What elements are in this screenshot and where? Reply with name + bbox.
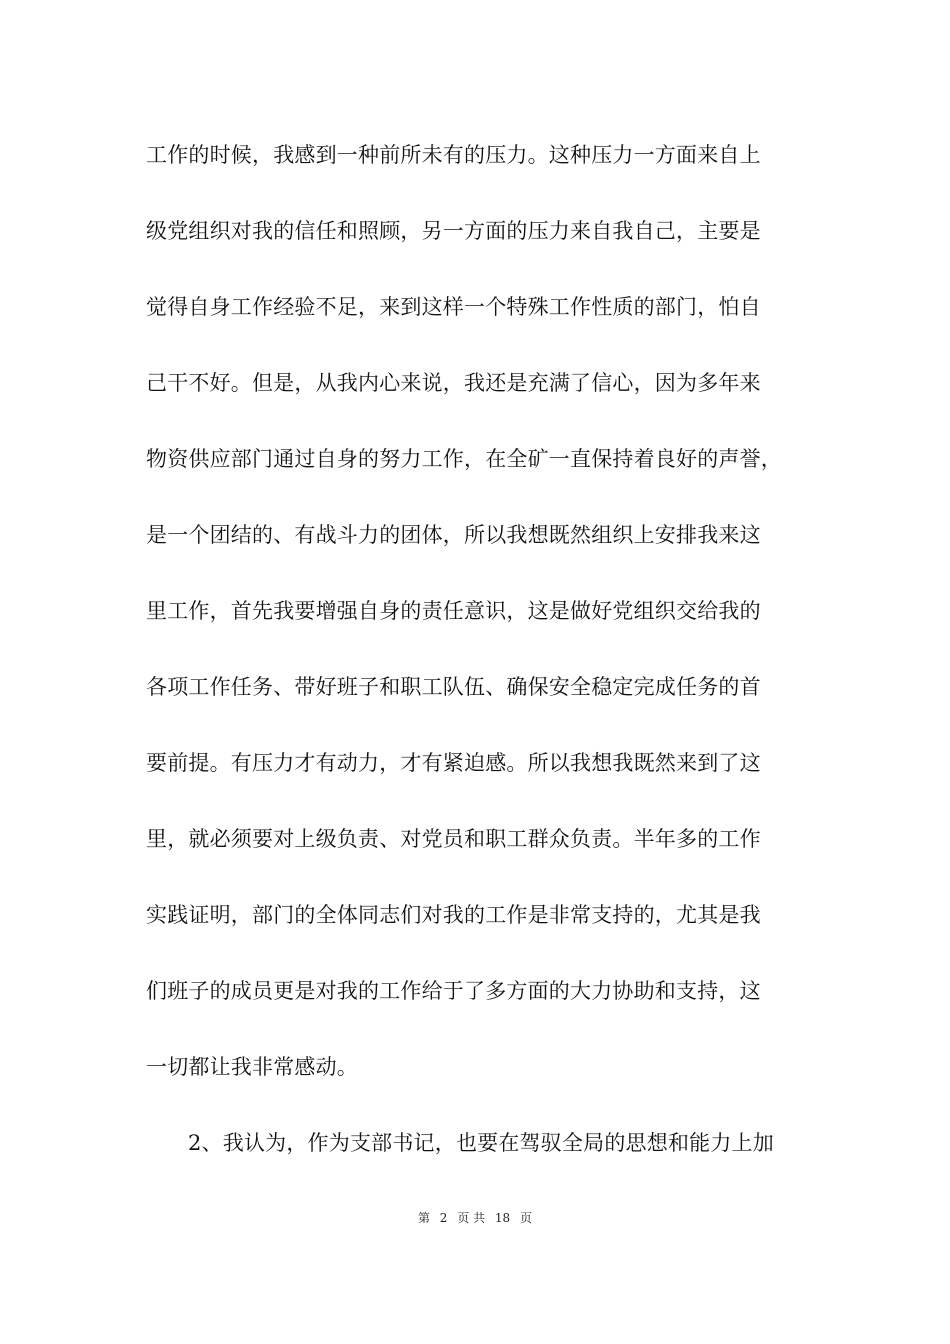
text-line: 里，就必须要对上级负责、对党员和职工群众负责。半年多的工作 (146, 827, 761, 851)
text-line: 级党组织对我的信任和照顾，另一方面的压力来自我自己，主要是 (146, 219, 761, 243)
text-line: 己干不好。但是，从我内心来说，我还是充满了信心，因为多年来 (146, 371, 761, 395)
text-line: 工作的时候，我感到一种前所未有的压力。这种压力一方面来自上 (146, 143, 761, 167)
text-line: 各项工作任务、带好班子和职工队伍、确保安全稳定完成任务的首 (146, 675, 761, 699)
text-line: 是一个团结的、有战斗力的团体，所以我想既然组织上安排我来这 (146, 523, 761, 547)
footer-prefix: 第 (417, 1211, 430, 1225)
text-line: 一切都让我非常感动。 (146, 1055, 358, 1079)
text-line: 实践证明，部门的全体同志们对我的工作是非常支持的，尤其是我 (146, 903, 761, 927)
text-line: 觉得自身工作经验不足，来到这样一个特殊工作性质的部门，怕自 (146, 295, 761, 319)
text-line: 要前提。有压力才有动力，才有紧迫感。所以我想我既然来到了这 (146, 751, 761, 775)
footer-middle: 页 共 (457, 1211, 486, 1225)
paragraph-start-line: 2、我认为，作为支部书记，也要在驾驭全局的思想和能力上加 (188, 1131, 774, 1155)
text-line: 里工作，首先我要增强自身的责任意识，这是做好党组织交给我的 (146, 599, 761, 623)
current-page-number: 2 (439, 1211, 448, 1225)
body-text (146, 131, 826, 1195)
page-footer (0, 1208, 950, 1228)
footer-suffix: 页 (520, 1211, 533, 1225)
text-line: 们班子的成员更是对我的工作给于了多方面的大力协助和支持，这 (146, 979, 761, 1003)
total-page-count: 18 (494, 1211, 511, 1225)
text-line: 物资供应部门通过自身的努力工作，在全矿一直保持着良好的声誉， (146, 447, 782, 471)
